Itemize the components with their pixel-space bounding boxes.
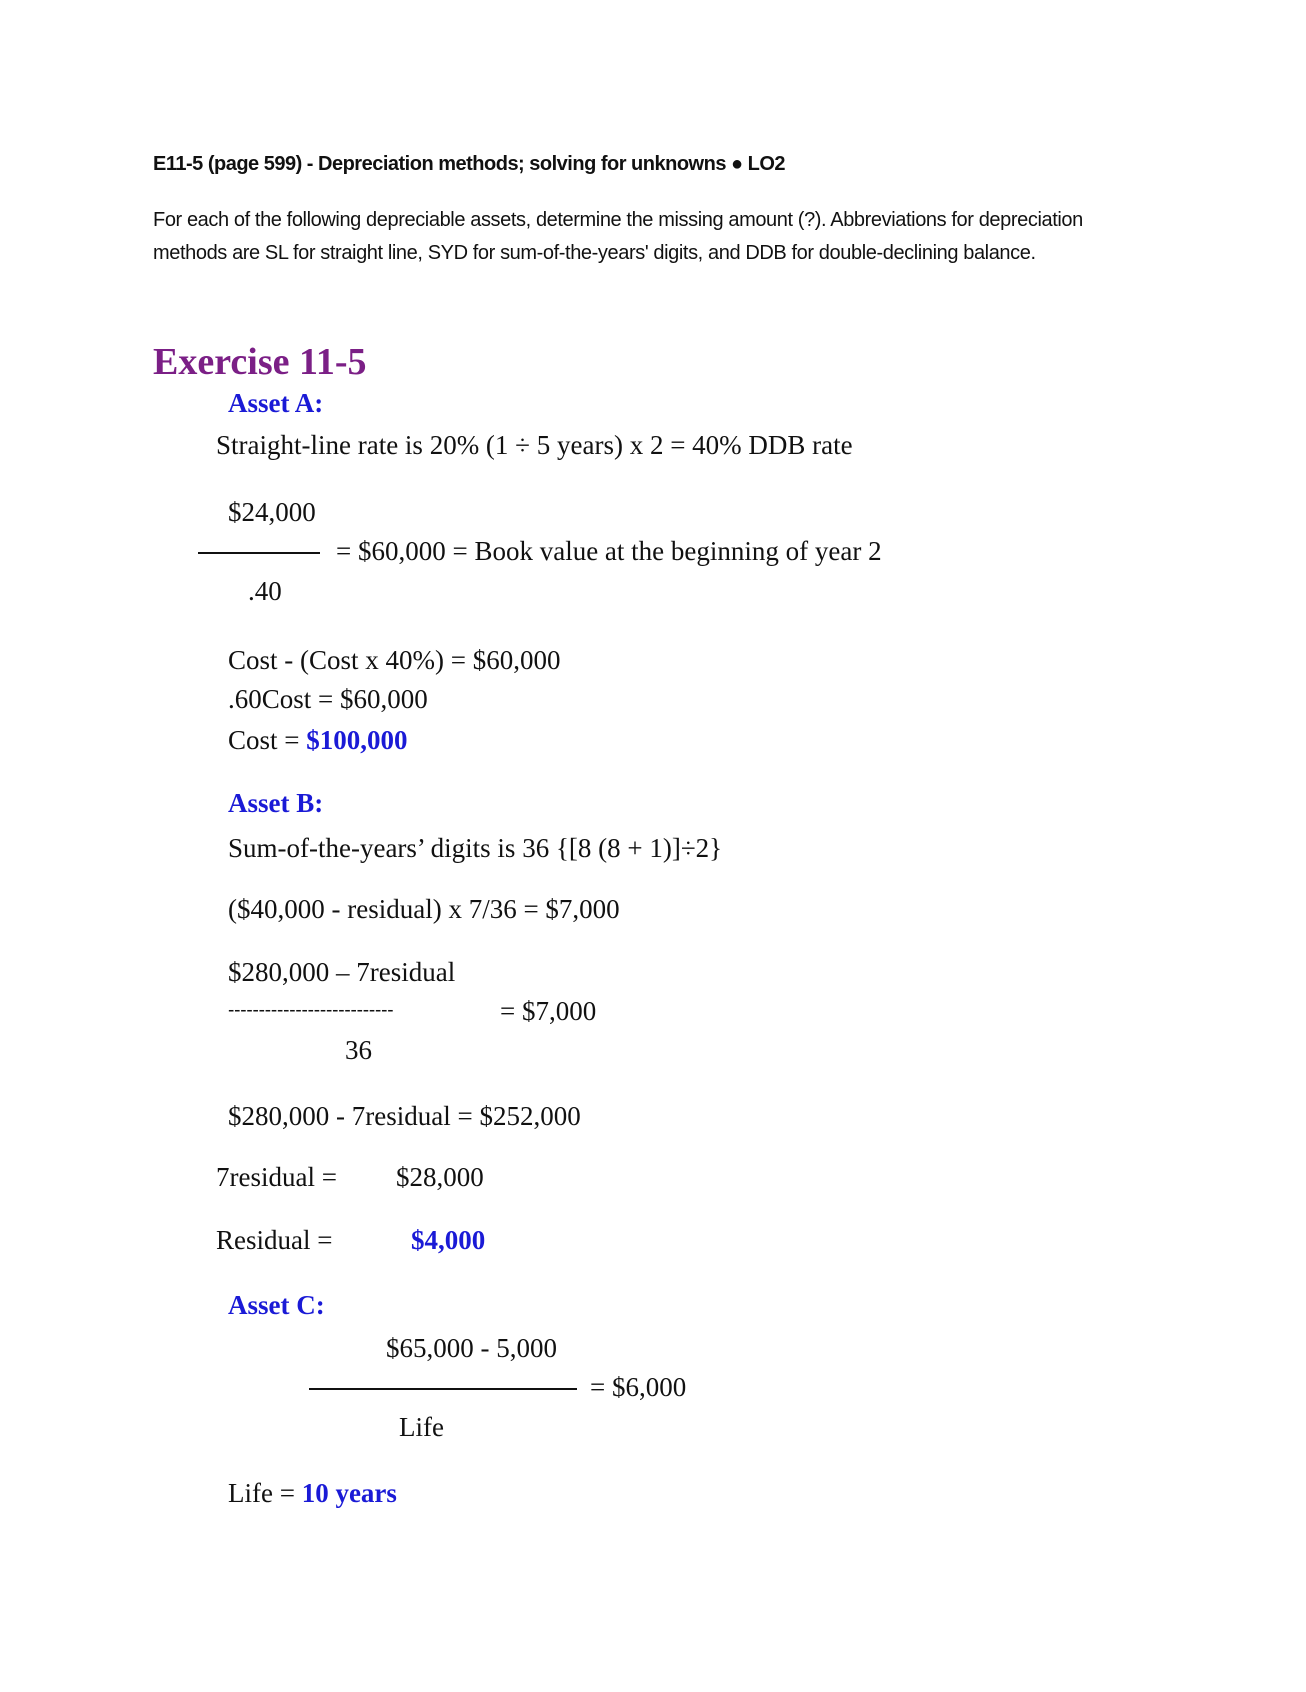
asset-b-dashed-fraction-bar: --------------------------- [228, 1000, 394, 1021]
asset-b-numerator: $280,000 – 7residual [228, 957, 456, 987]
asset-b-heading: Asset B: [228, 788, 324, 818]
asset-c-fraction-bar [309, 1388, 577, 1390]
asset-b-equation-1: ($40,000 - residual) x 7/36 = $7,000 [228, 894, 620, 924]
asset-a-cost-label: Cost = [228, 725, 300, 755]
asset-a-step-1: Cost - (Cost x 40%) = $60,000 [228, 645, 561, 675]
asset-c-answer-line [228, 1478, 397, 1509]
asset-b-fraction-result: = $7,000 [500, 996, 597, 1026]
asset-b-residual-answer: $4,000 [411, 1225, 486, 1255]
asset-a-fraction-bar [198, 552, 320, 554]
asset-c-denominator: Life [399, 1412, 444, 1442]
asset-a-fraction-result: = $60,000 = Book value at the beginning of year 2 [336, 536, 882, 566]
asset-a-heading: Asset A: [228, 388, 324, 418]
asset-b-denominator: 36 [345, 1035, 372, 1065]
problem-instructions: For each of the following depreciable assets, determine the missing amount (?). Abbreviations for depreciation methods are SL for straight line, SYD for sum-of-the-years' digits, and DDB for double-declining balance. [153, 209, 1083, 264]
asset-c-numerator: $65,000 - 5,000 [386, 1333, 557, 1363]
asset-a-numerator: $24,000 [228, 497, 316, 527]
asset-b-equation-3-value: $28,000 [396, 1162, 484, 1192]
asset-c-heading: Asset C: [228, 1290, 325, 1320]
exercise-title: Exercise 11-5 [153, 341, 367, 383]
asset-c-life-answer: 10 years [301, 1478, 397, 1508]
asset-a-denominator: .40 [248, 576, 282, 606]
asset-b-equation-2: $280,000 - 7residual = $252,000 [228, 1101, 581, 1131]
asset-b-syd-line: Sum-of-the-years’ digits is 36 {[8 (8 + 1)]÷2} [228, 833, 723, 863]
asset-a-step-3 [228, 725, 408, 756]
asset-b-equation-4-label: Residual = [216, 1225, 333, 1255]
problem-title: E11-5 (page 599) - Depreciation methods; solving for unknowns ● LO2 [153, 153, 786, 175]
asset-c-fraction-result: = $6,000 [590, 1372, 687, 1402]
asset-b-equation-3-label: 7residual = [216, 1162, 337, 1192]
asset-a-cost-answer: $100,000 [306, 725, 408, 755]
asset-c-life-label: Life = [228, 1478, 295, 1508]
asset-a-rate-line: Straight-line rate is 20% (1 ÷ 5 years) x 2 = 40% DDB rate [216, 430, 853, 460]
asset-a-step-2: .60Cost = $60,000 [228, 684, 428, 714]
